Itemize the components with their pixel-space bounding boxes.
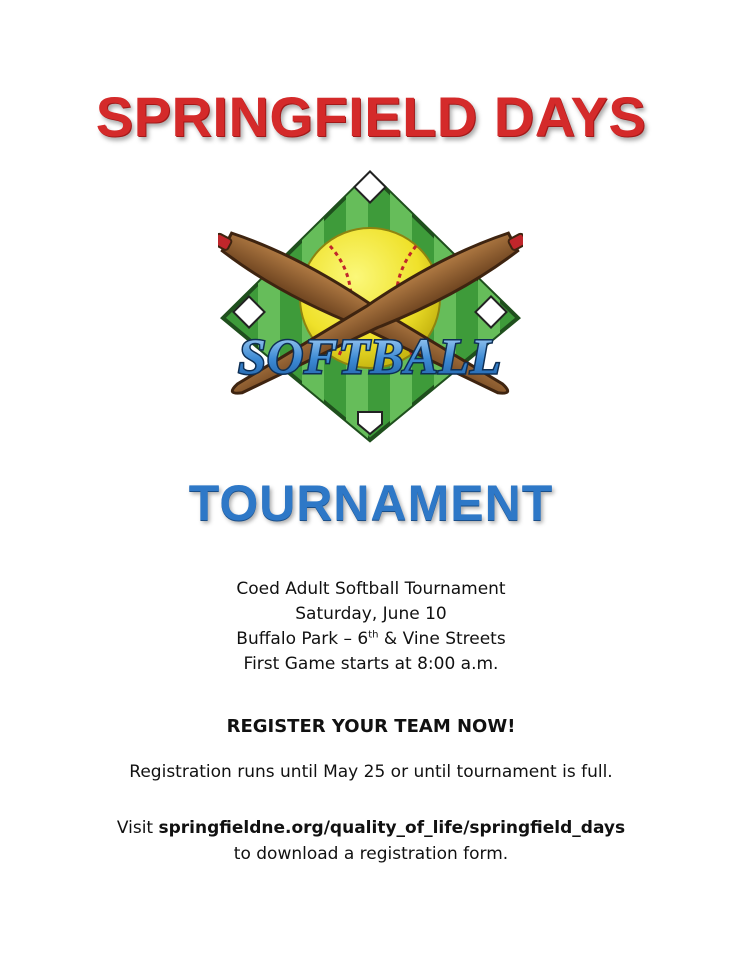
registration-deadline: Registration runs until May 25 or until tournament is full. (129, 762, 613, 782)
headline-title: SPRINGFIELD DAYS (95, 85, 647, 148)
details-line-4: First Game starts at 8:00 a.m. (243, 654, 499, 674)
ordinal-suffix: th (368, 629, 379, 641)
visit-suffix: to download a registration form. (233, 844, 509, 864)
details-line-1: Coed Adult Softball Tournament (236, 579, 506, 599)
visit-prefix: Visit (116, 818, 159, 838)
details-line-2: Saturday, June 10 (295, 604, 447, 624)
register-cta: REGISTER YOUR TEAM NOW! (226, 716, 516, 737)
event-details (0, 577, 742, 677)
tournament-title: TOURNAMENT (188, 475, 554, 531)
registration-url[interactable]: springfieldne.org/quality_of_life/springfield_days (158, 818, 626, 838)
location-text: Buffalo Park – 6 (236, 629, 369, 649)
logo-wordmark: SOFTBALL (238, 328, 502, 384)
details-line-3 (0, 627, 742, 652)
visit-info (0, 815, 742, 867)
location-text-end: & Vine Streets (378, 629, 506, 649)
softball-logo-icon (218, 168, 523, 448)
